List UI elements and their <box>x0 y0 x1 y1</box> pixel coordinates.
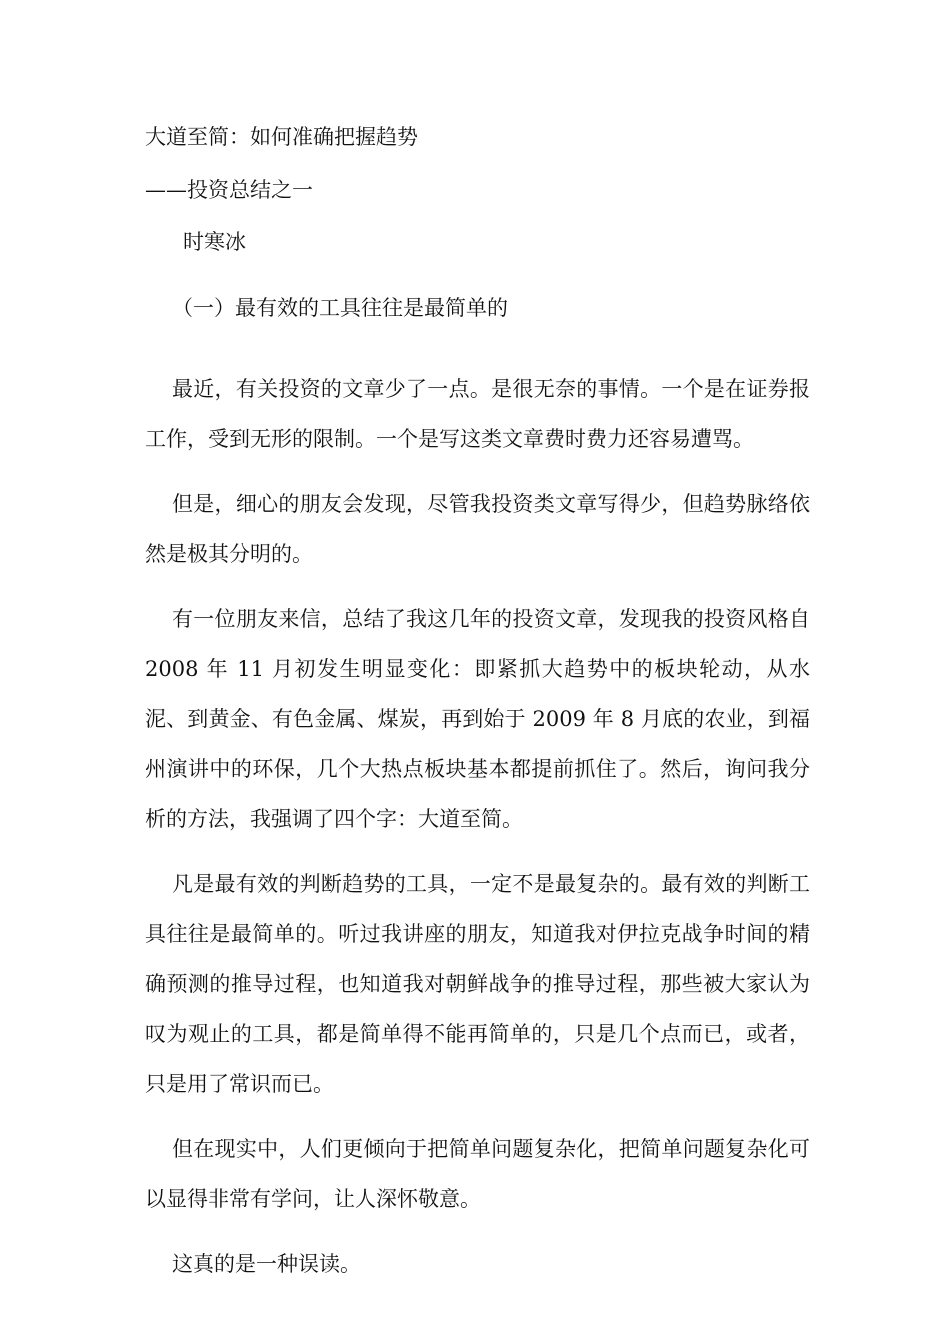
document-subtitle: ——投资总结之一 <box>145 178 313 202</box>
paragraph: 但是，细心的朋友会发现，尽管我投资类文章写得少，但趋势脉络依然是极其分明的。 <box>145 492 810 566</box>
paragraph: 有一位朋友来信，总结了我这几年的投资文章，发现我的投资风格自2008 年 11 月初发生明显变化：即紧抓大趋势中的板块轮动，从水泥、到黄金、有色金属、煤炭，再到始于 2009 年 8 月底的农业，到福州演讲中的环保，几个大热点板块基本都提前抓住了。然后，询问我分析的方法，我强调了四个字：大道至简。 <box>145 607 810 831</box>
paragraph: 最近，有关投资的文章少了一点。是很无奈的事情。一个是在证券报工作，受到无形的限制。一个是写这类文章费时费力还容易遭骂。 <box>145 377 810 451</box>
paragraph: 这真的是一种误读。 <box>172 1252 361 1276</box>
document-title: 大道至简：如何准确把握趋势 <box>145 125 418 149</box>
author-name: 时寒冰 <box>183 230 246 254</box>
paragraph: 凡是最有效的判断趋势的工具，一定不是最复杂的。最有效的判断工具往往是最简单的。听过我讲座的朋友，知道我对伊拉克战争时间的精确预测的推导过程，也知道我对朝鲜战争的推导过程，那些被大家认为叹为观止的工具，都是简单得不能再简单的，只是几个点而已，或者，只是用了常识而已。 <box>145 872 810 1096</box>
paragraph: 但在现实中，人们更倾向于把简单问题复杂化，把简单问题复杂化可以显得非常有学问，让人深怀敬意。 <box>145 1137 810 1211</box>
section-heading: （一）最有效的工具往往是最简单的 <box>172 296 508 320</box>
body-text <box>145 364 810 1304</box>
